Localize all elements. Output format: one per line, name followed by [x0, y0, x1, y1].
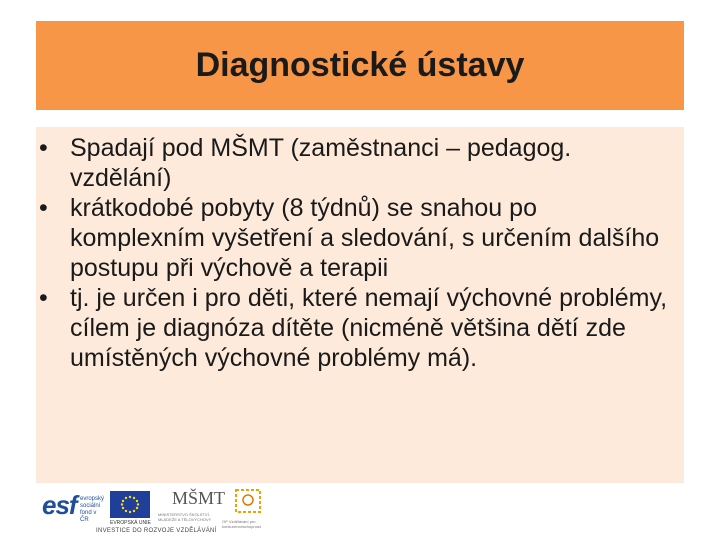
esf-logo-text: evropský sociální fond v ČR [80, 496, 105, 523]
slide-title: Diagnostické ústavy [195, 46, 525, 84]
bullet-marker: • [39, 134, 48, 162]
bullet-marker: • [39, 284, 48, 312]
bullet-list [36, 133, 676, 373]
bullet-marker: • [39, 194, 48, 222]
bullet-item [36, 283, 676, 373]
msmt-caption: MINISTERSTVO ŠKOLSTVÍ, MLÁDEŽE A TĚLOVÝCHOVY [158, 512, 212, 522]
esf-logo-letters: esf [42, 490, 77, 520]
content-panel [36, 127, 684, 483]
investment-line: INVESTICE DO ROZVOJE VZDĚLÁVÁNÍ [96, 528, 217, 534]
bullet-text: Spadají pod MŠMT (zaměstnanci – pedagog. vzdělání) [70, 134, 572, 192]
title-banner [36, 21, 684, 110]
bullet-item [36, 133, 676, 193]
op-caption: OP Vzdělávání pro konkurenceschopnost [222, 519, 261, 529]
bullet-text: krátkodobé pobyty (8 týdnů) se snahou po komplexním vyšetření a sledování, s určením dalšího postupu při výchově a terapii [70, 194, 660, 282]
bullet-item [36, 193, 676, 283]
esf-logo [40, 490, 105, 523]
footer-logos [40, 486, 280, 536]
msmt-logo-letters: MŠMT [172, 488, 226, 508]
op-logo-icon [230, 486, 266, 522]
bullet-text: tj. je určen i pro děti, které nemají výchovné problémy, cílem je diagnóza dítěte (nicméně většina dětí zde umístěných výchovné problémy má). [70, 284, 668, 372]
eu-caption: EVROPSKÁ UNIE [110, 520, 151, 526]
eu-flag-icon [110, 491, 150, 518]
